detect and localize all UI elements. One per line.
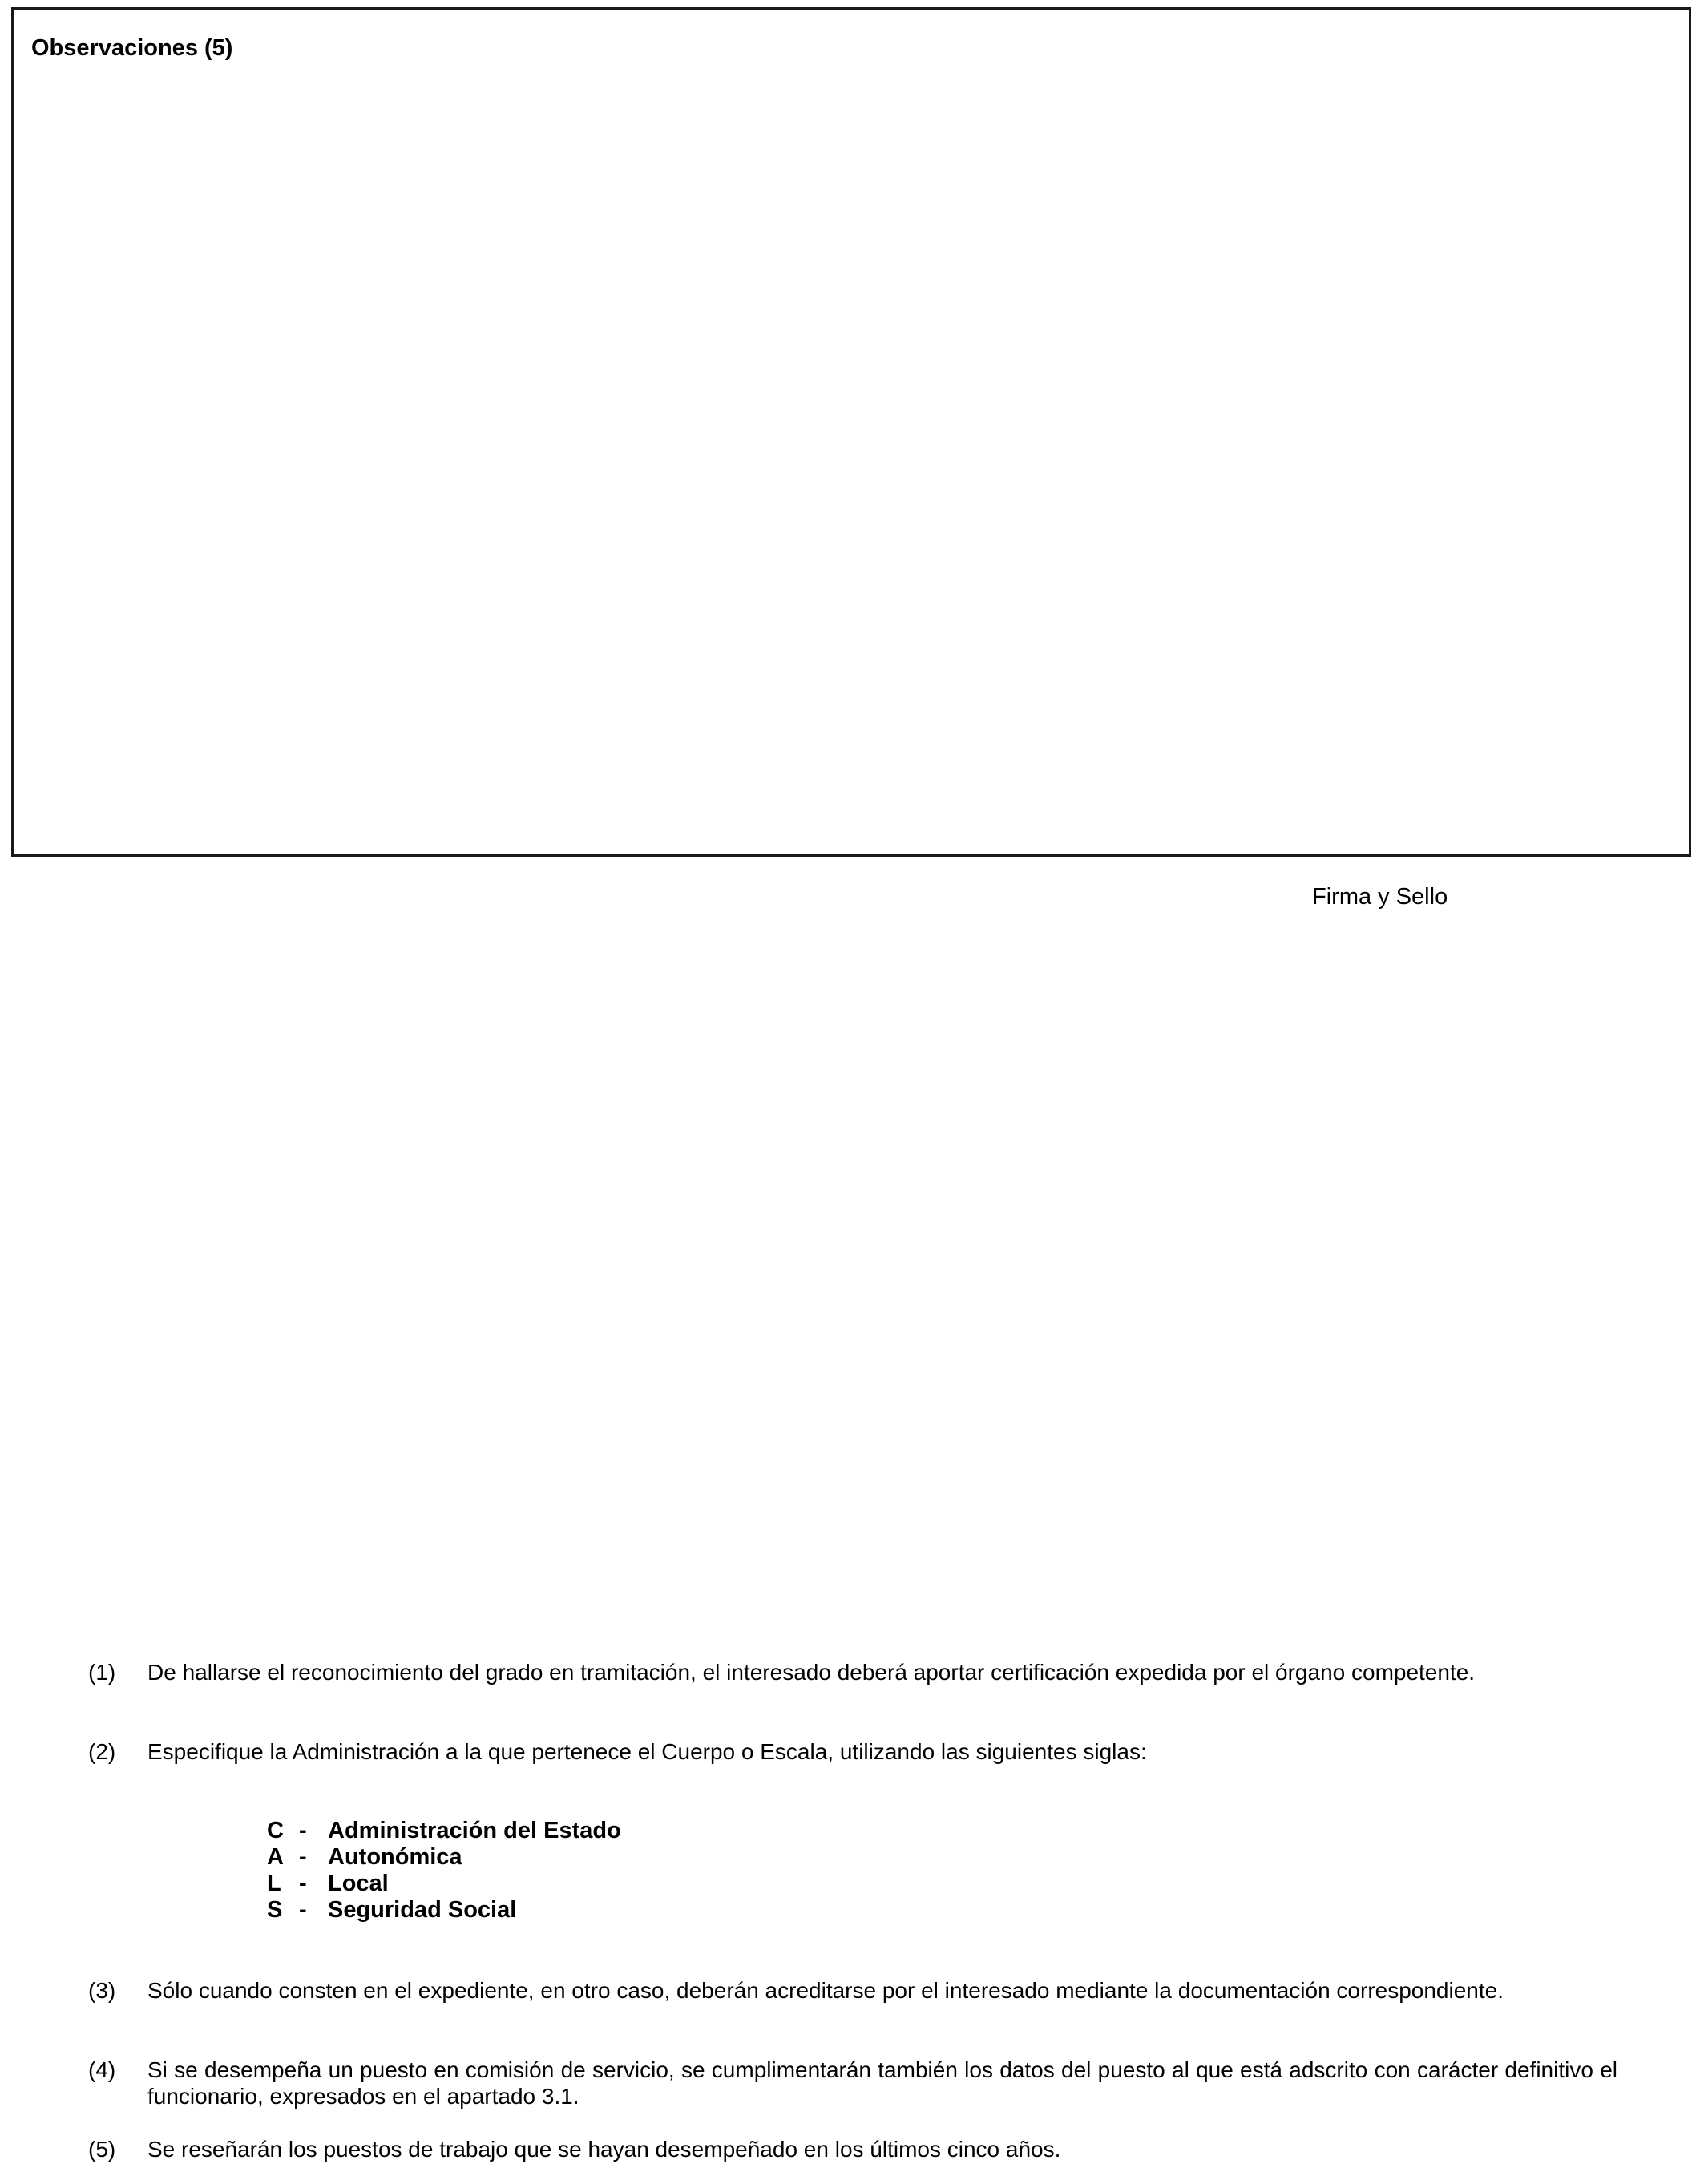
footnote-text: De hallarse el reconocimiento del grado en tramitación, el interesado deberá aportar certificación expedida por el órgano competente. bbox=[147, 1660, 1476, 1685]
observations-title: Observaciones (5) bbox=[31, 35, 233, 61]
observations-box bbox=[11, 7, 1691, 857]
footnote-text: Se reseñarán los puestos de trabajo que se hayan desempeñado en los últimos cinco años. bbox=[147, 2137, 1061, 2162]
sigla-dash: - bbox=[299, 1897, 307, 1923]
sigla-dash: - bbox=[299, 1818, 307, 1843]
signature-label: Firma y Sello bbox=[1312, 884, 1448, 910]
sigla-label: Autonómica bbox=[328, 1844, 462, 1870]
footnote-number: (3) bbox=[88, 1978, 116, 2003]
footnote-text: Si se desempeña un puesto en comisión de servicio, se cumplimentarán también los datos del puesto al que está adscrito con carácter definitivo el funcionario, expresados en el apartado 3.1. bbox=[147, 2057, 1617, 2109]
sigla-item-l bbox=[267, 1871, 389, 1897]
sigla-dash: - bbox=[299, 1844, 307, 1870]
sigla-code: L bbox=[267, 1871, 281, 1896]
sigla-item-a bbox=[267, 1844, 462, 1871]
footnote-number: (4) bbox=[88, 2057, 116, 2082]
sigla-label: Local bbox=[328, 1871, 389, 1896]
footnote-text: Sólo cuando consten en el expediente, en otro caso, deberán acreditarse por el interesado mediante la documentación correspondiente. bbox=[147, 1978, 1504, 2003]
footnote-number: (2) bbox=[88, 1739, 116, 1764]
sigla-dash: - bbox=[299, 1871, 307, 1896]
sigla-label: Seguridad Social bbox=[328, 1897, 517, 1923]
sigla-code: S bbox=[267, 1897, 283, 1923]
sigla-item-s bbox=[267, 1897, 516, 1924]
footnote-number: (5) bbox=[88, 2137, 116, 2162]
footnote-text: Especifique la Administración a la que pertenece el Cuerpo o Escala, utilizando las siguientes siglas: bbox=[147, 1739, 1147, 1764]
sigla-label: Administración del Estado bbox=[328, 1818, 621, 1843]
footnote-number: (1) bbox=[88, 1660, 116, 1685]
sigla-code: A bbox=[267, 1844, 284, 1870]
sigla-code: C bbox=[267, 1818, 284, 1843]
sigla-item-c bbox=[267, 1818, 621, 1844]
